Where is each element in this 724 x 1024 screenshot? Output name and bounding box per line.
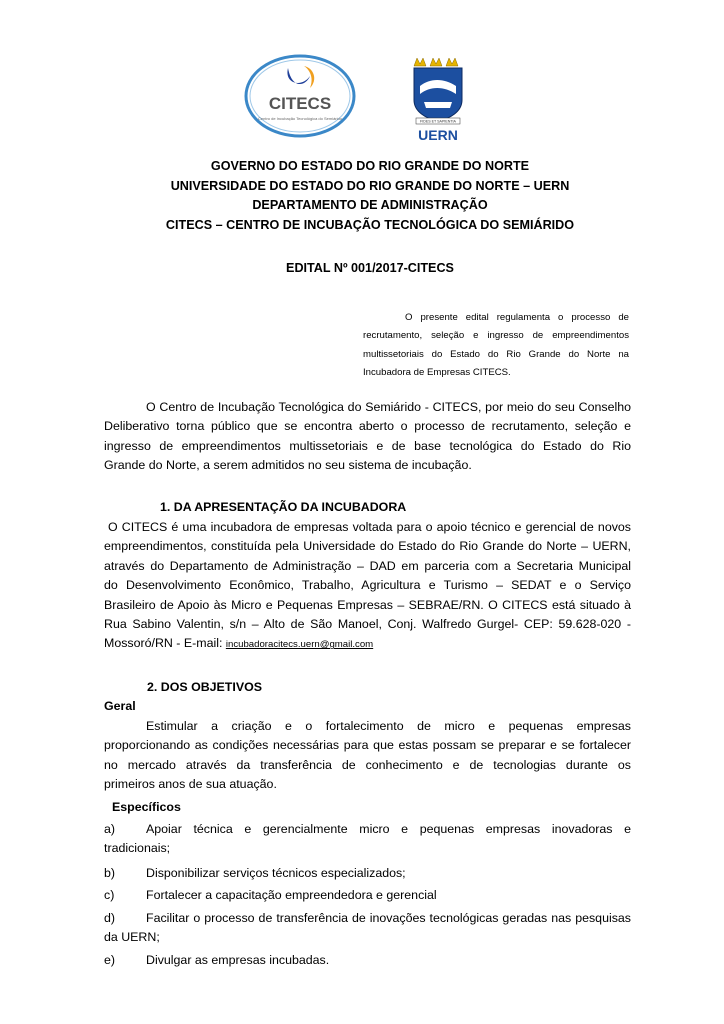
list-item-letter: e) xyxy=(104,953,116,967)
list-item-letter: c) xyxy=(104,888,115,902)
section-1-line: através do Departamento de Administração – DAD em parceria com a Secretaria Municipal xyxy=(104,558,631,573)
citecs-logo xyxy=(244,54,356,138)
section-2-title: 2. DOS OBJETIVOS xyxy=(147,680,262,694)
uern-logo-text: UERN xyxy=(418,127,458,142)
intro-line: Grande do Norte, a serem admitidos no seu sistema de incubação. xyxy=(104,458,472,473)
header-line-2: UNIVERSIDADE DO ESTADO DO RIO GRANDE DO NORTE – UERN xyxy=(170,178,570,193)
edital-title: EDITAL Nº 001/2017-CITECS xyxy=(286,261,454,275)
header-line-3: DEPARTAMENTO DE ADMINISTRAÇÃO xyxy=(252,198,488,212)
citecs-logo-subtext: Centro de Incubação Tecnológica do Semiárido xyxy=(258,116,342,121)
email-label: Mossoró/RN - E-mail: xyxy=(104,636,226,651)
section-1-line: do Desenvolvimento Econômico, Trabalho, Agricultura e Turismo – SEDAT e o Serviço xyxy=(104,578,631,593)
list-item-continuation: tradicionais; xyxy=(104,841,171,856)
uern-logo xyxy=(410,56,466,142)
preamble-text: O presente edital regulamenta o processo de recrutamento, seleção e ingresso de empreendimentos multissetoriais do Estado do Rio Grande do Norte na Incubadora de Empresas CITECS. xyxy=(363,312,629,378)
header-line-1: GOVERNO DO ESTADO DO RIO GRANDE DO NORTE xyxy=(210,159,530,173)
geral-line: no mercado através da transferência de conhecimento e de tecnologias durante os xyxy=(104,757,631,772)
list-item-text: Disponibilizar serviços técnicos especializados; xyxy=(146,866,406,880)
geral-line: proporcionando as condições necessárias para que estas possam se preparar e se fortalecer xyxy=(104,738,631,753)
uern-motto: FIDES ET SAPIENTIA xyxy=(420,119,456,124)
list-item-letter: b) xyxy=(104,866,116,880)
intro-line: ingresso de empreendimentos multissetoriais e de base tecnológica do Estado do Rio xyxy=(104,438,631,453)
document-header xyxy=(100,157,640,235)
list-item xyxy=(104,886,631,906)
section-1-line: empreendimentos, constituída pela Universidade do Estado do Rio Grande do Norte – UERN, xyxy=(104,539,631,554)
intro-paragraph xyxy=(104,398,631,476)
section-1-last-line xyxy=(104,634,631,653)
list-item-letter: d) xyxy=(104,911,116,925)
list-item-continuation: da UERN; xyxy=(104,930,160,945)
section-1-title: 1. DA APRESENTAÇÃO DA INCUBADORA xyxy=(160,500,407,514)
list-item xyxy=(104,909,631,949)
list-item-text: Apoiar técnica e gerencialmente micro e pequenas empresas inovadoras e xyxy=(146,822,631,836)
especificos-label: Específicos xyxy=(112,800,181,814)
intro-line: O Centro de Incubação Tecnológica do Semiárido - CITECS, por meio do seu Conselho xyxy=(146,400,631,414)
list-item xyxy=(104,864,631,884)
list-item xyxy=(104,820,631,860)
list-item-letter: a) xyxy=(104,822,116,836)
intro-line: Deliberativo torna público que se encontra aberto o processo de recrutamento, seleção e xyxy=(104,419,631,434)
list-item xyxy=(104,951,631,971)
section-1-line: Brasileiro de Apoio às Micro e Pequenas Empresas – SEBRAE/RN. O CITECS está situado à xyxy=(104,597,631,612)
geral-label: Geral xyxy=(104,699,136,713)
section-1-paragraph xyxy=(104,518,631,654)
geral-line: primeiros anos de sua atuação. xyxy=(104,777,277,792)
email-link[interactable]: incubadoracitecs.uern@gmail.com xyxy=(225,639,374,651)
section-1-line: Rua Sabino Valentin, s/n – Alto de São Manoel, Conj. Walfredo Gurgel- CEP: 59.628-020 - xyxy=(104,616,631,631)
geral-line: Estimular a criação e o fortalecimento de micro e pequenas empresas xyxy=(146,719,631,733)
preamble xyxy=(363,309,629,382)
geral-paragraph xyxy=(104,717,631,795)
header-line-4: CITECS – CENTRO DE INCUBAÇÃO TECNOLÓGICA DO SEMIÁRIDO xyxy=(165,217,575,232)
list-item-text: Facilitar o processo de transferência de inovações tecnológicas geradas nas pesquisas xyxy=(146,911,631,925)
list-item-text: Fortalecer a capacitação empreendedora e gerencial xyxy=(146,888,437,902)
section-1-line: O CITECS é uma incubadora de empresas voltada para o apoio técnico e gerencial de novos xyxy=(108,520,631,534)
list-item-text: Divulgar as empresas incubadas. xyxy=(146,953,330,967)
citecs-logo-text: CITECS xyxy=(268,94,332,113)
